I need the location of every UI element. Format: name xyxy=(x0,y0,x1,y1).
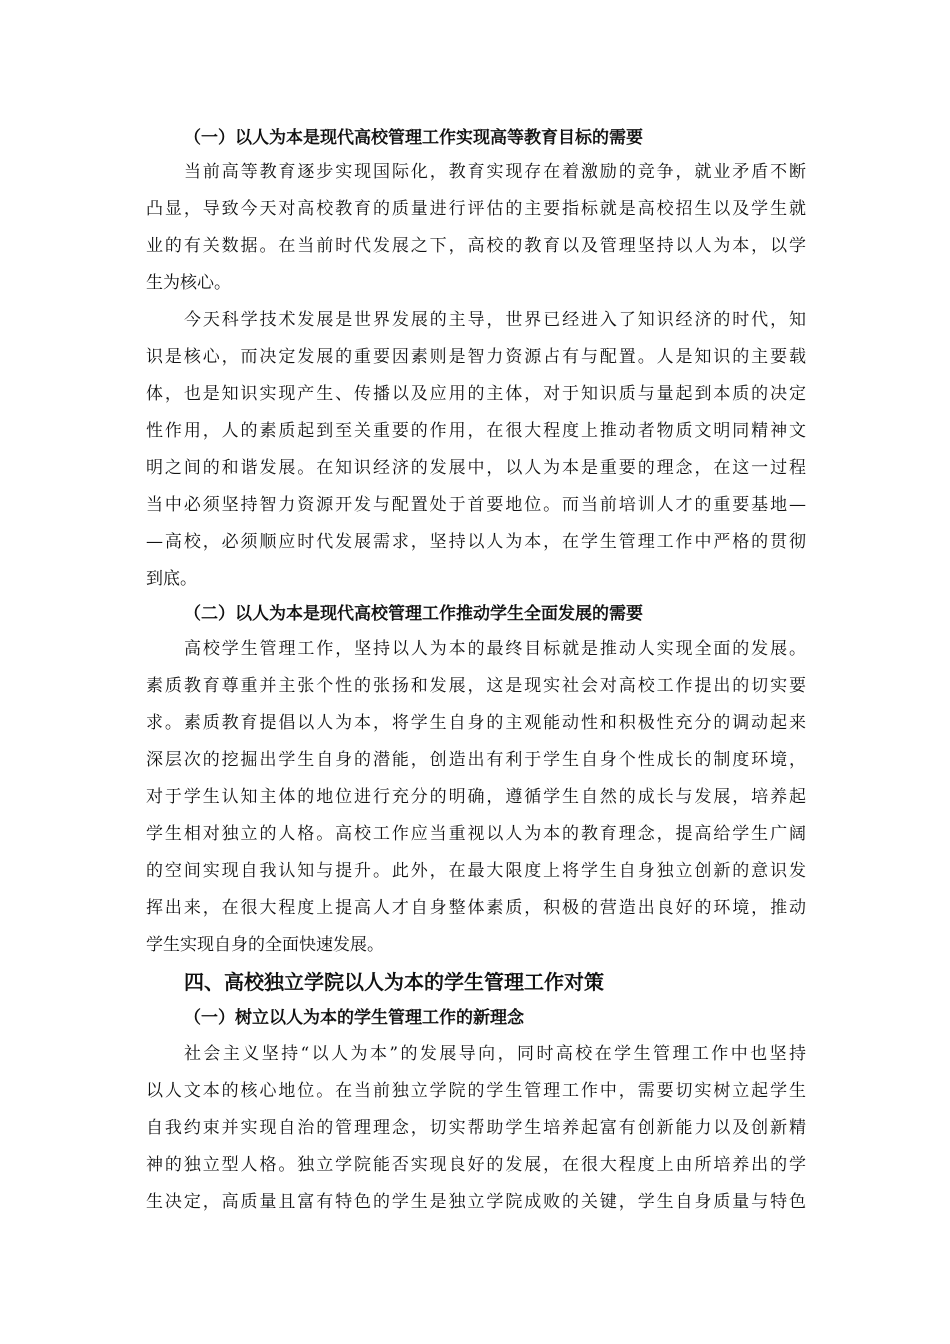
paragraph-line: —高校，必须顺应时代发展需求，坚持以人为本，在学生管理工作中严格的贯彻 xyxy=(146,532,806,552)
paragraph-line: 高校学生管理工作，坚持以人为本的最终目标就是推动人实现全面的发展。 xyxy=(184,639,806,659)
paragraph-line: 生为核心。 xyxy=(146,273,231,293)
paragraph-line: 业的有关数据。在当前时代发展之下，高校的教育以及管理坚持以人为本，以学 xyxy=(146,236,806,256)
paragraph-line: 的空间实现自我认知与提升。此外，在最大限度上将学生自身独立创新的意识发 xyxy=(146,861,806,881)
paragraph-line: 学生相对独立的人格。高校工作应当重视以人为本的教育理念，提高给学生广阔 xyxy=(146,824,806,844)
paragraph-line: 学生实现自身的全面快速发展。 xyxy=(146,935,384,955)
paragraph-line: 体，也是知识实现产生、传播以及应用的主体，对于知识质与量起到本质的决定 xyxy=(146,384,806,404)
paragraph-line: 到底。 xyxy=(146,569,197,589)
paragraph-line: 生决定，高质量且富有特色的学生是独立学院成败的关键，学生自身质量与特色 xyxy=(146,1192,806,1212)
paragraph-line: 当中必须坚持智力资源开发与配置处于首要地位。而当前培训人才的重要基地— xyxy=(146,495,806,515)
chapter-heading: 四、高校独立学院以人为本的学生管理工作对策 xyxy=(184,970,604,994)
paragraph-line: 自我约束并实现自治的管理理念，切实帮助学生培养起富有创新能力以及创新精 xyxy=(146,1118,806,1138)
section-heading-2: （二）以人为本是现代高校管理工作推动学生全面发展的需要 xyxy=(184,604,643,624)
section-heading-3: （一）树立以人为本的学生管理工作的新理念 xyxy=(184,1008,524,1028)
paragraph-line: 识是核心，而决定发展的重要因素则是智力资源占有与配置。人是知识的主要载 xyxy=(146,347,806,367)
paragraph-line: 今天科学技术发展是世界发展的主导，世界已经进入了知识经济的时代，知 xyxy=(184,310,806,330)
paragraph-line: 求。素质教育提倡以人为本，将学生自身的主观能动性和积极性充分的调动起来 xyxy=(146,713,806,733)
paragraph-line: 深层次的挖掘出学生自身的潜能，创造出有利于学生自身个性成长的制度环境， xyxy=(146,750,806,770)
paragraph-line: 神的独立型人格。独立学院能否实现良好的发展，在很大程度上由所培养出的学 xyxy=(146,1155,806,1175)
paragraph-line: 素质教育尊重并主张个性的张扬和发展，这是现实社会对高校工作提出的切实要 xyxy=(146,676,806,696)
paragraph-line: 当前高等教育逐步实现国际化，教育实现存在着激励的竞争，就业矛盾不断 xyxy=(184,162,806,182)
paragraph-line: 以人文本的核心地位。在当前独立学院的学生管理工作中，需要切实树立起学生 xyxy=(146,1081,806,1101)
paragraph-line: 性作用，人的素质起到至关重要的作用，在很大程度上推动者物质文明同精神文 xyxy=(146,421,806,441)
paragraph-line: 明之间的和谐发展。在知识经济的发展中，以人为本是重要的理念，在这一过程 xyxy=(146,458,806,478)
section-heading-1: （一）以人为本是现代高校管理工作实现高等教育目标的需要 xyxy=(184,128,643,148)
paragraph-line: 凸显，导致今天对高校教育的质量进行评估的主要指标就是高校招生以及学生就 xyxy=(146,199,806,219)
paragraph-line: 挥出来，在很大程度上提高人才自身整体素质，积极的营造出良好的环境，推动 xyxy=(146,898,806,918)
paragraph-line: 社会主义坚持“以人为本”的发展导向，同时高校在学生管理工作中也坚持 xyxy=(184,1044,806,1064)
paragraph-line: 对于学生认知主体的地位进行充分的明确，遵循学生自然的成长与发展，培养起 xyxy=(146,787,806,807)
